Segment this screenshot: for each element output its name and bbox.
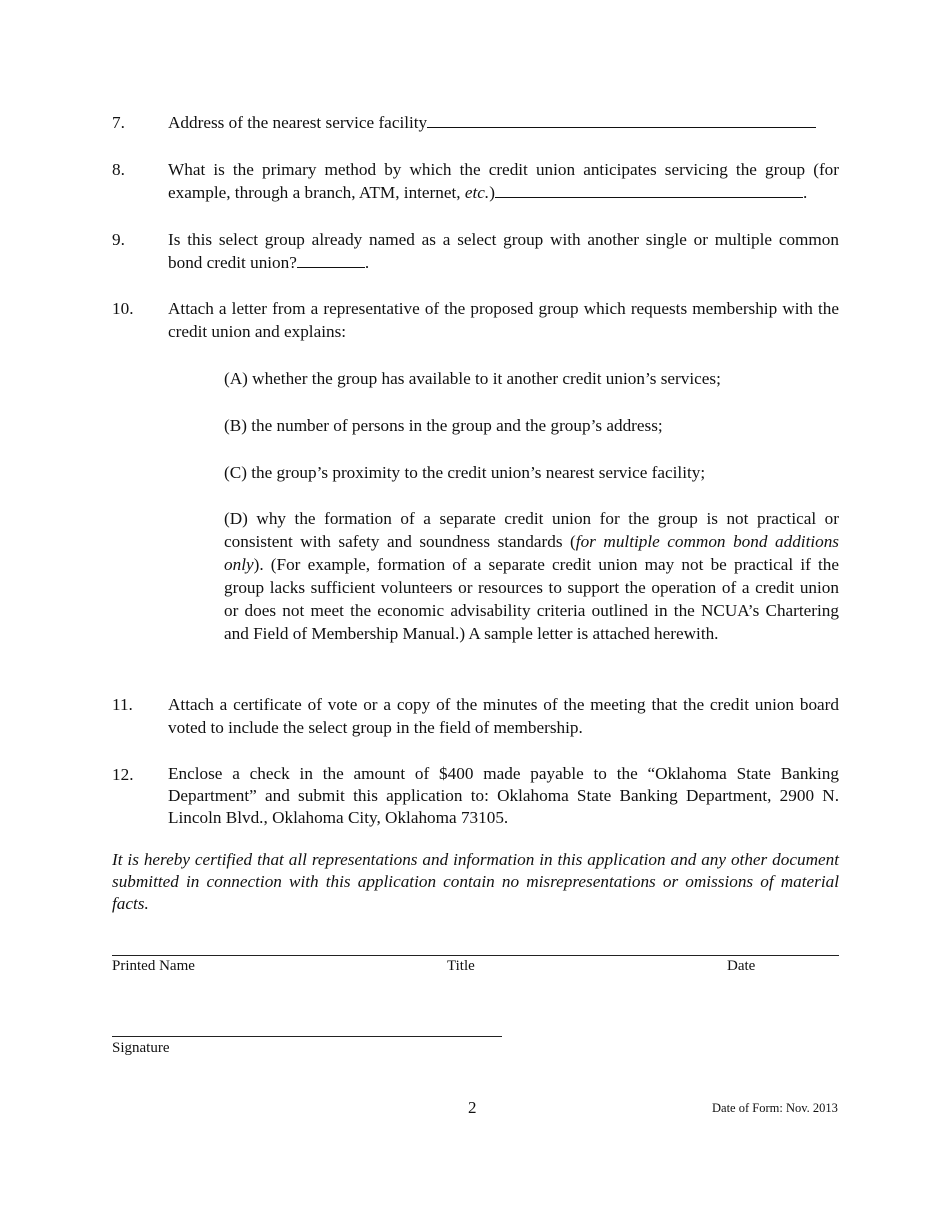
select-group-answer-blank[interactable] — [297, 251, 365, 268]
printed-name-label: Printed Name — [112, 958, 195, 974]
item-text-italic: etc. — [464, 183, 490, 202]
item-7 — [112, 111, 839, 134]
servicing-method-blank-line[interactable] — [495, 181, 803, 198]
item-text: Is this select group already named as a select group with another single or multiple common bond credit union? — [168, 230, 839, 272]
printed-name-title-date-line[interactable] — [112, 955, 839, 956]
page-number: 2 — [468, 1098, 477, 1117]
subitem-a: (A) whether the group has available to it another credit union’s services; — [224, 369, 721, 388]
subitem-d: (D) why the formation of a separate credit union for the group is not practical or consistent with safety and soundness standards (for multiple common bond additions only). (For example, formation of a separate credit union may not be practical if the group lacks sufficient volunteers or resources to support the operation of a credit union or does not meet the economic advisability criteria outlined in the NCUA’s Chartering and Field of Membership Manual.) A sample letter is attached herewith. — [224, 509, 839, 643]
item-text: Attach a letter from a representative of the proposed group which requests membership with the credit union and explains: — [168, 299, 839, 341]
form-date: Date of Form: Nov. 2013 — [712, 1101, 838, 1115]
date-label: Date — [727, 958, 756, 974]
item-number: 8. — [112, 160, 125, 179]
item-end-mark: . — [364, 253, 370, 272]
item-8 — [112, 158, 839, 204]
item-text: Attach a certificate of vote or a copy of the minutes of the meeting that the credit union board voted to include the select group in the field of membership. — [168, 695, 839, 737]
title-label: Title — [447, 958, 475, 974]
item-number: 11. — [112, 695, 133, 714]
item-11 — [112, 693, 839, 739]
item-number: 12. — [112, 765, 134, 784]
subitem-c: (C) the group’s proximity to the credit union’s nearest service facility; — [224, 463, 706, 482]
signature-label: Signature — [112, 1040, 170, 1056]
item-number: 9. — [112, 230, 125, 249]
item-end-mark: . — [802, 183, 808, 202]
item-number: 10. — [112, 299, 134, 318]
certification-statement: It is hereby certified that all representations and information in this application and any other document submitted in connection with this application contain no misrepresentations or omissions of material facts. — [112, 850, 839, 913]
signature-line[interactable] — [112, 1036, 502, 1037]
item-number: 7. — [112, 113, 125, 132]
subitem-b: (B) the number of persons in the group and the group’s address; — [224, 416, 663, 435]
item-text: What is the primary method by which the credit union anticipates servicing the group (for example, through a branch, ATM, internet, — [168, 160, 839, 202]
item-12 — [112, 763, 839, 829]
item-9 — [112, 228, 839, 274]
item-text: Enclose a check in the amount of $400 made payable to the “Oklahoma State Banking Department” and submit this application to: Oklahoma State Banking Department, 2900 N. Lincoln Blvd., Oklahoma City, Oklahoma 73105. — [168, 764, 839, 827]
item-text: Address of the nearest service facility — [168, 113, 428, 132]
item-text-close: ) — [489, 183, 495, 202]
item-10 — [112, 297, 839, 343]
address-blank-line[interactable] — [427, 111, 816, 128]
